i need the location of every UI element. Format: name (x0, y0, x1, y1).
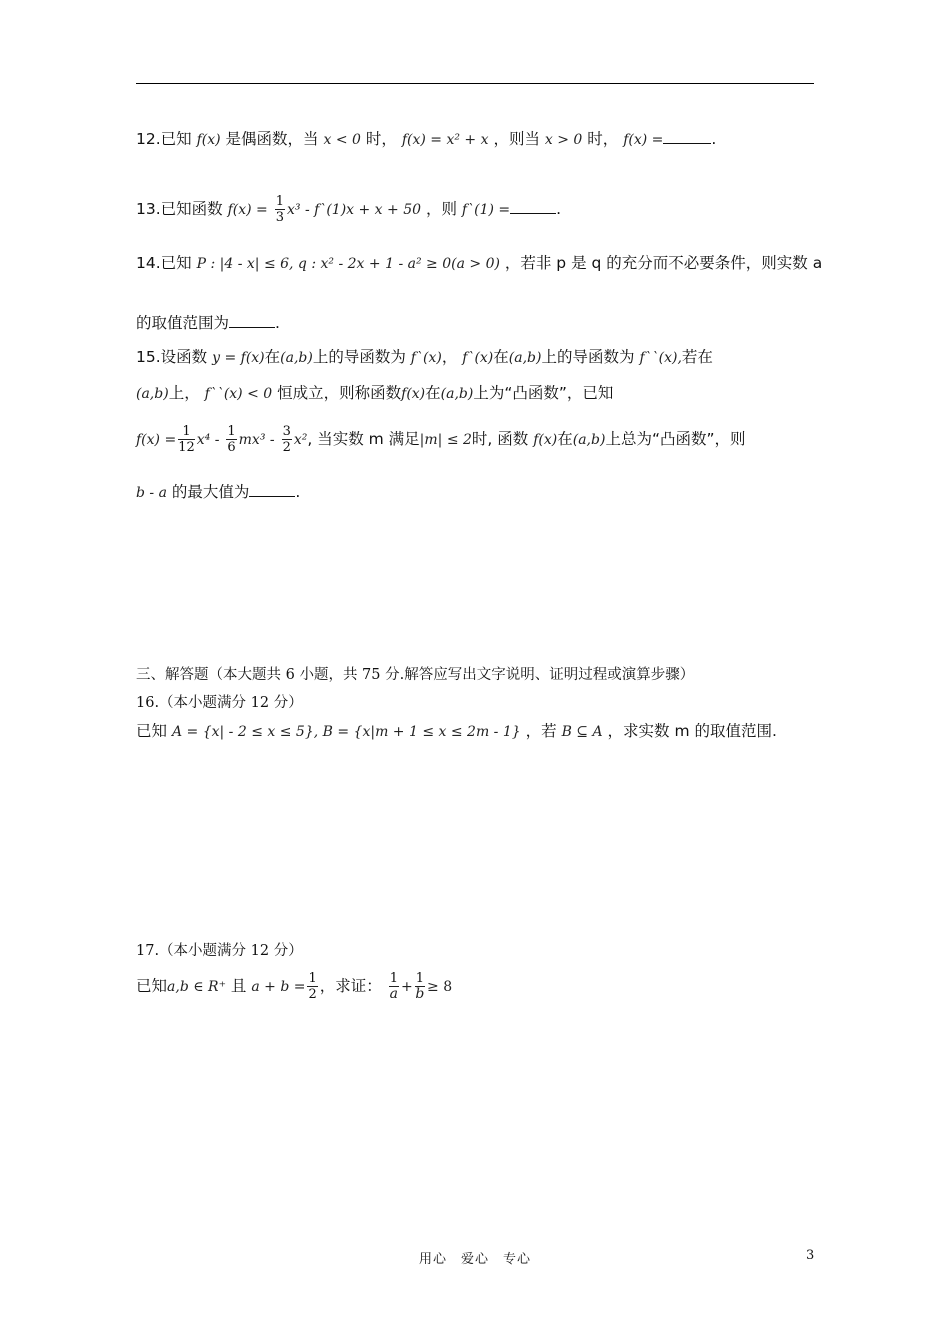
q13-lhs: f(x) = (227, 202, 268, 218)
q12-prefix: 12.已知 (136, 130, 192, 148)
q17-plus: + (401, 979, 413, 995)
q15-fraction: $\frac{1}{6}$ (227, 424, 236, 455)
section-3-title (136, 664, 694, 686)
q15-math: f``(x) < 0 (204, 386, 273, 402)
q14-end: . (275, 314, 280, 332)
q12-condition-1: x < 0 (323, 132, 361, 148)
q14-expression: P : |4 - x| ≤ 6, q : x² - 2x + 1 - a² ≥ 0(a > 0) (196, 256, 500, 272)
q13-text-1: ，则 (425, 200, 457, 218)
q15-text: 若在 (681, 348, 713, 366)
q13-prefix: 13.已知函数 (136, 200, 223, 218)
q15-text: 上， (168, 384, 200, 402)
q15-math: f`(x) (410, 350, 442, 366)
q15-text: 在 (493, 348, 509, 366)
q15-text: 在 (557, 430, 573, 448)
question-13 (136, 192, 561, 227)
q17-text-2: ，求证： (319, 977, 382, 995)
q13-answer-blank (510, 199, 556, 214)
question-16-head (136, 692, 303, 714)
q15-text: 恒成立，则称函数 (277, 384, 402, 402)
q15-math: f``(x), (639, 350, 682, 366)
q15-end: . (295, 483, 301, 501)
q12-condition-2: x > 0 (544, 132, 583, 148)
q15-text: , 当实数 m 满足 (307, 430, 420, 448)
q12-text-2: 时， (365, 130, 397, 148)
q15-math: (a,b) (280, 350, 313, 366)
q13-end: . (556, 200, 562, 218)
q12-text-3: ，则当 (493, 130, 540, 148)
q16-head: 16.（本小题满分 12 分） (136, 695, 303, 711)
q12-text-4: 时， (587, 130, 619, 148)
q15-math: f(x) (533, 432, 558, 448)
q12-definition: f(x) = x² + x (401, 132, 489, 148)
q15-math: f`(x) (462, 350, 494, 366)
q16-prefix: 已知 (136, 722, 168, 740)
q12-ask: f(x) = (623, 132, 664, 148)
q17-fraction-half: $\frac{1}{2}$ (308, 971, 317, 1002)
q15-math: b - a (136, 485, 167, 501)
q17-fraction-1-over-a: $\frac{1}{a}$ (389, 971, 399, 1002)
q15-math: x⁴ - (196, 432, 220, 448)
question-14-line-2 (136, 312, 280, 334)
q15-math: (a,b) (136, 386, 169, 402)
q15-math: f(x) (401, 386, 426, 402)
question-17 (136, 968, 452, 1005)
q15-text: 在 (264, 348, 281, 366)
q15-math: f(x) = (136, 432, 177, 448)
q14-prefix: 14.已知 (136, 254, 192, 272)
q15-text: 在 (425, 384, 441, 402)
q15-math: (a,b) (572, 432, 606, 448)
footer-text: 用心 爱心 专心 (418, 1252, 531, 1267)
q15-math: |m| ≤ 2 (419, 432, 472, 448)
q16-text-2: ，求实数 m 的取值范围. (607, 722, 777, 740)
q15-math: (a,b) (508, 350, 542, 366)
q15-text: ， (441, 348, 458, 366)
q14-answer-blank (229, 313, 275, 328)
q17-math-1: a,b ∈ R⁺ (167, 979, 226, 995)
q15-math: x² (293, 432, 308, 448)
q14-text-1: ，若非 p 是 q 的充分而不必要条件，则实数 a (504, 254, 823, 272)
question-15-line-2 (136, 382, 613, 405)
header-rule (136, 83, 814, 84)
q15-math: mx³ - (238, 432, 275, 448)
q14-line2: 的取值范围为 (136, 314, 230, 332)
q15-text: 上为“凸函数”，已知 (473, 384, 614, 402)
q17-text-1: 且 (230, 977, 247, 995)
q12-end: . (711, 130, 717, 148)
q16-condition: B ⊆ A (561, 724, 603, 740)
question-15-line-1 (136, 346, 713, 369)
q15-fraction: $\frac{3}{2}$ (282, 424, 291, 455)
question-12 (136, 128, 716, 151)
question-15-line-4 (136, 481, 300, 504)
q15-text: 上总为“凸函数”，则 (605, 430, 746, 448)
q17-head: 17.（本小题满分 12 分） (136, 943, 303, 959)
q15-fraction: $\frac{1}{12}$ (178, 424, 195, 455)
question-17-head (136, 940, 303, 962)
q15-text: 上的导函数为 (541, 348, 635, 366)
q12-function: f(x) (196, 132, 221, 148)
question-14 (136, 252, 822, 275)
question-15-line-3 (136, 421, 746, 458)
q15-text: 时, 函数 (471, 430, 529, 448)
q17-fraction-1-over-b: $\frac{1}{b}$ (415, 971, 425, 1002)
q17-inequality: ≥ 8 (427, 979, 453, 995)
page-number: 3 (806, 1248, 815, 1263)
q15-answer-blank (249, 482, 295, 497)
q13-expression: x³ - f`(1)x + x + 50 (287, 202, 422, 218)
q17-prefix: 已知 (136, 977, 168, 995)
q13-fraction: $\frac{1}{3}$ (275, 194, 284, 225)
q15-prefix: 15.设函数 (136, 348, 208, 366)
q12-text-1: 是偶函数，当 (225, 130, 319, 148)
section-3-text: 三、解答题（本大题共 6 小题，共 75 分.解答应写出文字说明、证明过程或演算步骤） (136, 667, 695, 683)
q16-expression: A = {x| - 2 ≤ x ≤ 5}, B = {x|m + 1 ≤ x ≤ 2m - 1} (171, 724, 521, 740)
q12-answer-blank (663, 129, 711, 144)
q15-text: 上的导函数为 (312, 348, 406, 366)
q15-text: 的最大值为 (171, 483, 250, 501)
q13-ask: f`(1) = (461, 202, 511, 218)
q15-math: y = f(x) (212, 350, 265, 366)
q15-math: (a,b) (440, 386, 474, 402)
question-16 (136, 720, 777, 743)
q17-math-2: a + b = (251, 979, 306, 995)
q16-text-1: ，若 (525, 722, 557, 740)
